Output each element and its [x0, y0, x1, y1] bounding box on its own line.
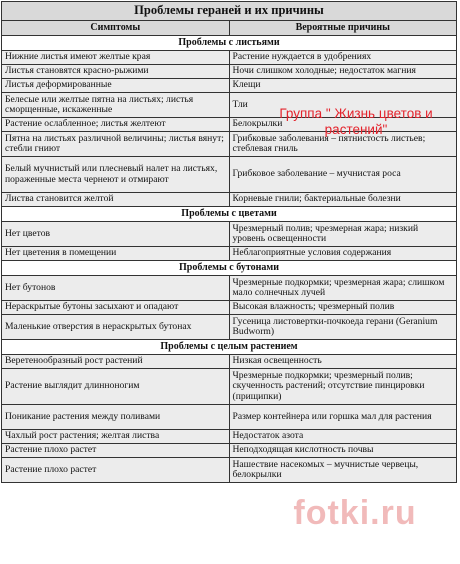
cause-cell: Гусеница листовертки-почкоеда герани (Geranium Budworm)	[229, 315, 457, 340]
section-heading-flowers: Проблемы с цветами	[2, 207, 457, 222]
symptom-cell: Листья деформированные	[2, 79, 230, 93]
table-row	[2, 65, 457, 79]
section-heading-leaves: Проблемы с листьями	[2, 36, 457, 51]
symptom-cell: Чахлый рост растения; желтая листва	[2, 430, 230, 444]
section-heading-whole-plant: Проблемы с целым растением	[2, 340, 457, 355]
symptom-cell: Растение плохо растет	[2, 444, 230, 458]
cause-cell: Клещи	[229, 79, 457, 93]
table-title: Проблемы гераней и их причины	[2, 2, 457, 21]
cause-cell: Неблагоприятные условия содержания	[229, 247, 457, 261]
symptom-cell: Листья становятся красно-рыжими	[2, 65, 230, 79]
cause-cell: Грибковое заболевание – мучнистая роса	[229, 157, 457, 193]
cause-cell: Размер контейнера или горшка мал для растения	[229, 405, 457, 430]
table-row	[2, 315, 457, 340]
table-row	[2, 247, 457, 261]
table-row	[2, 276, 457, 301]
table-row	[2, 222, 457, 247]
symptom-cell: Нераскрытые бутоны засыхают и опадают	[2, 301, 230, 315]
table-row	[2, 458, 457, 483]
cause-cell: Неподходящая кислотность почвы	[229, 444, 457, 458]
site-watermark: fotki.ru	[293, 494, 417, 532]
cause-cell: Недостаток азота	[229, 430, 457, 444]
cause-cell: Нашествие насекомых – мучнистые червецы, белокрылки	[229, 458, 457, 483]
cause-cell: Тли	[229, 93, 457, 118]
symptom-cell: Веретенообразный рост растений	[2, 355, 230, 369]
symptom-cell: Пятна на листьях различной величины; листья вянут; стебли гниют	[2, 132, 230, 157]
symptom-cell: Растение плохо растет	[2, 458, 230, 483]
cause-cell: Растение нуждается в удобрениях	[229, 51, 457, 65]
cause-cell: Корневые гнили; бактериальные болезни	[229, 193, 457, 207]
symptom-cell: Маленькие отверстия в нераскрытых бутонах	[2, 315, 230, 340]
symptom-cell: Поникание растения между поливами	[2, 405, 230, 430]
table-row	[2, 369, 457, 405]
table-row	[2, 405, 457, 430]
symptom-cell: Белый мучнистый или плесневый налет на листьях, пораженные места чернеют и отмирают	[2, 157, 230, 193]
column-header-symptoms: Симптомы	[2, 21, 230, 36]
table-row	[2, 355, 457, 369]
symptom-cell: Листва становится желтой	[2, 193, 230, 207]
cause-cell: Чрезмерные подкормки; чрезмерная жара; слишком мало солнечных лучей	[229, 276, 457, 301]
table-row	[2, 157, 457, 193]
symptom-cell: Нет цветов	[2, 222, 230, 247]
cause-cell: Чрезмерные подкормки; чрезмерный полив; скученность растений; отсутствие пинцировки (прищипки)	[229, 369, 457, 405]
cause-cell: Грибковые заболевания – пятнистость листьев; стеблевая гниль	[229, 132, 457, 157]
table-row	[2, 193, 457, 207]
table-row	[2, 51, 457, 65]
column-header-causes: Вероятные причины	[229, 21, 457, 36]
symptom-cell: Белесые или желтые пятна на листьях; листья сморщенные, искаженные	[2, 93, 230, 118]
table-row	[2, 79, 457, 93]
symptom-cell: Нет цветения в помещении	[2, 247, 230, 261]
symptom-cell: Растение ослабленное; листья желтеют	[2, 118, 230, 132]
cause-cell: Белокрылки	[229, 118, 457, 132]
symptom-cell: Нет бутонов	[2, 276, 230, 301]
table-row	[2, 430, 457, 444]
cause-cell: Низкая освещенность	[229, 355, 457, 369]
cause-cell: Высокая влажность; чрезмерный полив	[229, 301, 457, 315]
symptom-cell: Растение выглядит длинноногим	[2, 369, 230, 405]
geranium-problems-document	[1, 1, 457, 483]
cause-cell: Чрезмерный полив; чрезмерная жара; низкий уровень освещенности	[229, 222, 457, 247]
group-caption-overlay: Группа " Жизнь цветов и растений"	[279, 106, 433, 137]
symptom-cell: Нижние листья имеют желтые края	[2, 51, 230, 65]
section-heading-buds: Проблемы с бутонами	[2, 261, 457, 276]
cause-cell: Ночи слишком холодные; недостаток магния	[229, 65, 457, 79]
table-row	[2, 301, 457, 315]
table-row	[2, 444, 457, 458]
problems-table	[1, 1, 457, 483]
